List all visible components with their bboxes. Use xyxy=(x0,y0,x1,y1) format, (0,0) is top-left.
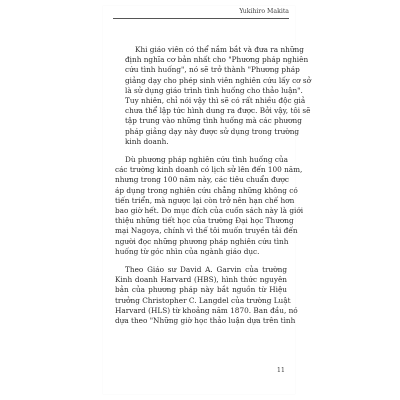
text-line: pháp giảng dạy này được sử dụng trong trường xyxy=(125,126,300,136)
text-line: cứu tình huống", nó sẽ trở thành "Phương pháp xyxy=(125,65,300,75)
text-line: huống từ góc nhìn của ngành giáo dục. xyxy=(115,246,260,256)
text-line: các trường kinh doanh có lịch sử lên đến 100 năm, xyxy=(115,165,303,175)
text-line: tiến triển, mà ngược lại còn trở nên hạn chế hơn xyxy=(115,195,295,205)
text-line: bản của phương pháp này bắt nguồn từ Hiệu xyxy=(115,285,287,295)
text-line: bao giờ hết. Do mục đích của cuốn sách này là giới xyxy=(115,206,304,216)
text-line: trưởng Christopher C. Langdel của trường Luật xyxy=(115,295,291,305)
text-line: Dù phương pháp nghiên cứu tình huống của xyxy=(125,155,288,165)
text-line: giảng dạy cho phép sinh viên nghiên cứu lấy cơ sở xyxy=(125,75,312,85)
text-line: định nghĩa cơ bản nhất cho "Phương pháp nghiên xyxy=(125,55,309,65)
text-line: thiệu những tiết học của trường Đại học Thương xyxy=(115,216,294,226)
body-text xyxy=(115,45,312,334)
text-line: là sử dụng giáo trình tình huống cho thảo luận". xyxy=(125,85,303,95)
paragraph-3 xyxy=(115,265,298,326)
text-line: Kinh doanh Harvard (HBS), hình thức nguyên xyxy=(115,275,287,285)
paragraph-1 xyxy=(115,45,312,147)
text-line: Tuy nhiên, chỉ nói vậy thì sẽ có rất nhiều độc giả xyxy=(125,96,306,106)
text-line: tập trung vào những tình huống mà các phương xyxy=(125,116,302,126)
running-head: Yukihiro Makita xyxy=(239,8,289,15)
text-line: Khi giáo viên có thể nắm bắt và đưa ra những xyxy=(135,45,304,54)
text-line: dựa theo "Những giờ học thảo luận dựa trên tình xyxy=(115,316,296,326)
text-line: nhưng trong 100 năm này, các tiêu chuẩn được xyxy=(115,175,289,185)
page-number: 11 xyxy=(276,366,285,374)
text-line: chưa thể lập tức hình dung ra được. Bởi vậy, tôi sẽ xyxy=(125,106,311,116)
paragraph-2 xyxy=(115,155,304,257)
text-line: áp dụng trong nghiên cứu chẳng những không có xyxy=(115,185,298,195)
text-line: mại Nagoya, chính vì thế tôi muốn truyền tải đến xyxy=(115,226,298,236)
header-rule xyxy=(113,18,289,19)
text-line: kinh doanh. xyxy=(125,136,169,146)
book-page xyxy=(103,6,312,394)
text-line: người đọc những phương pháp nghiên cứu tình xyxy=(115,236,289,246)
text-line: Theo Giáo sư David A. Garvin của trường xyxy=(125,265,287,275)
text-line: Harvard (HLS) từ khoảng năm 1870. Ban đầu, nó xyxy=(115,305,298,315)
